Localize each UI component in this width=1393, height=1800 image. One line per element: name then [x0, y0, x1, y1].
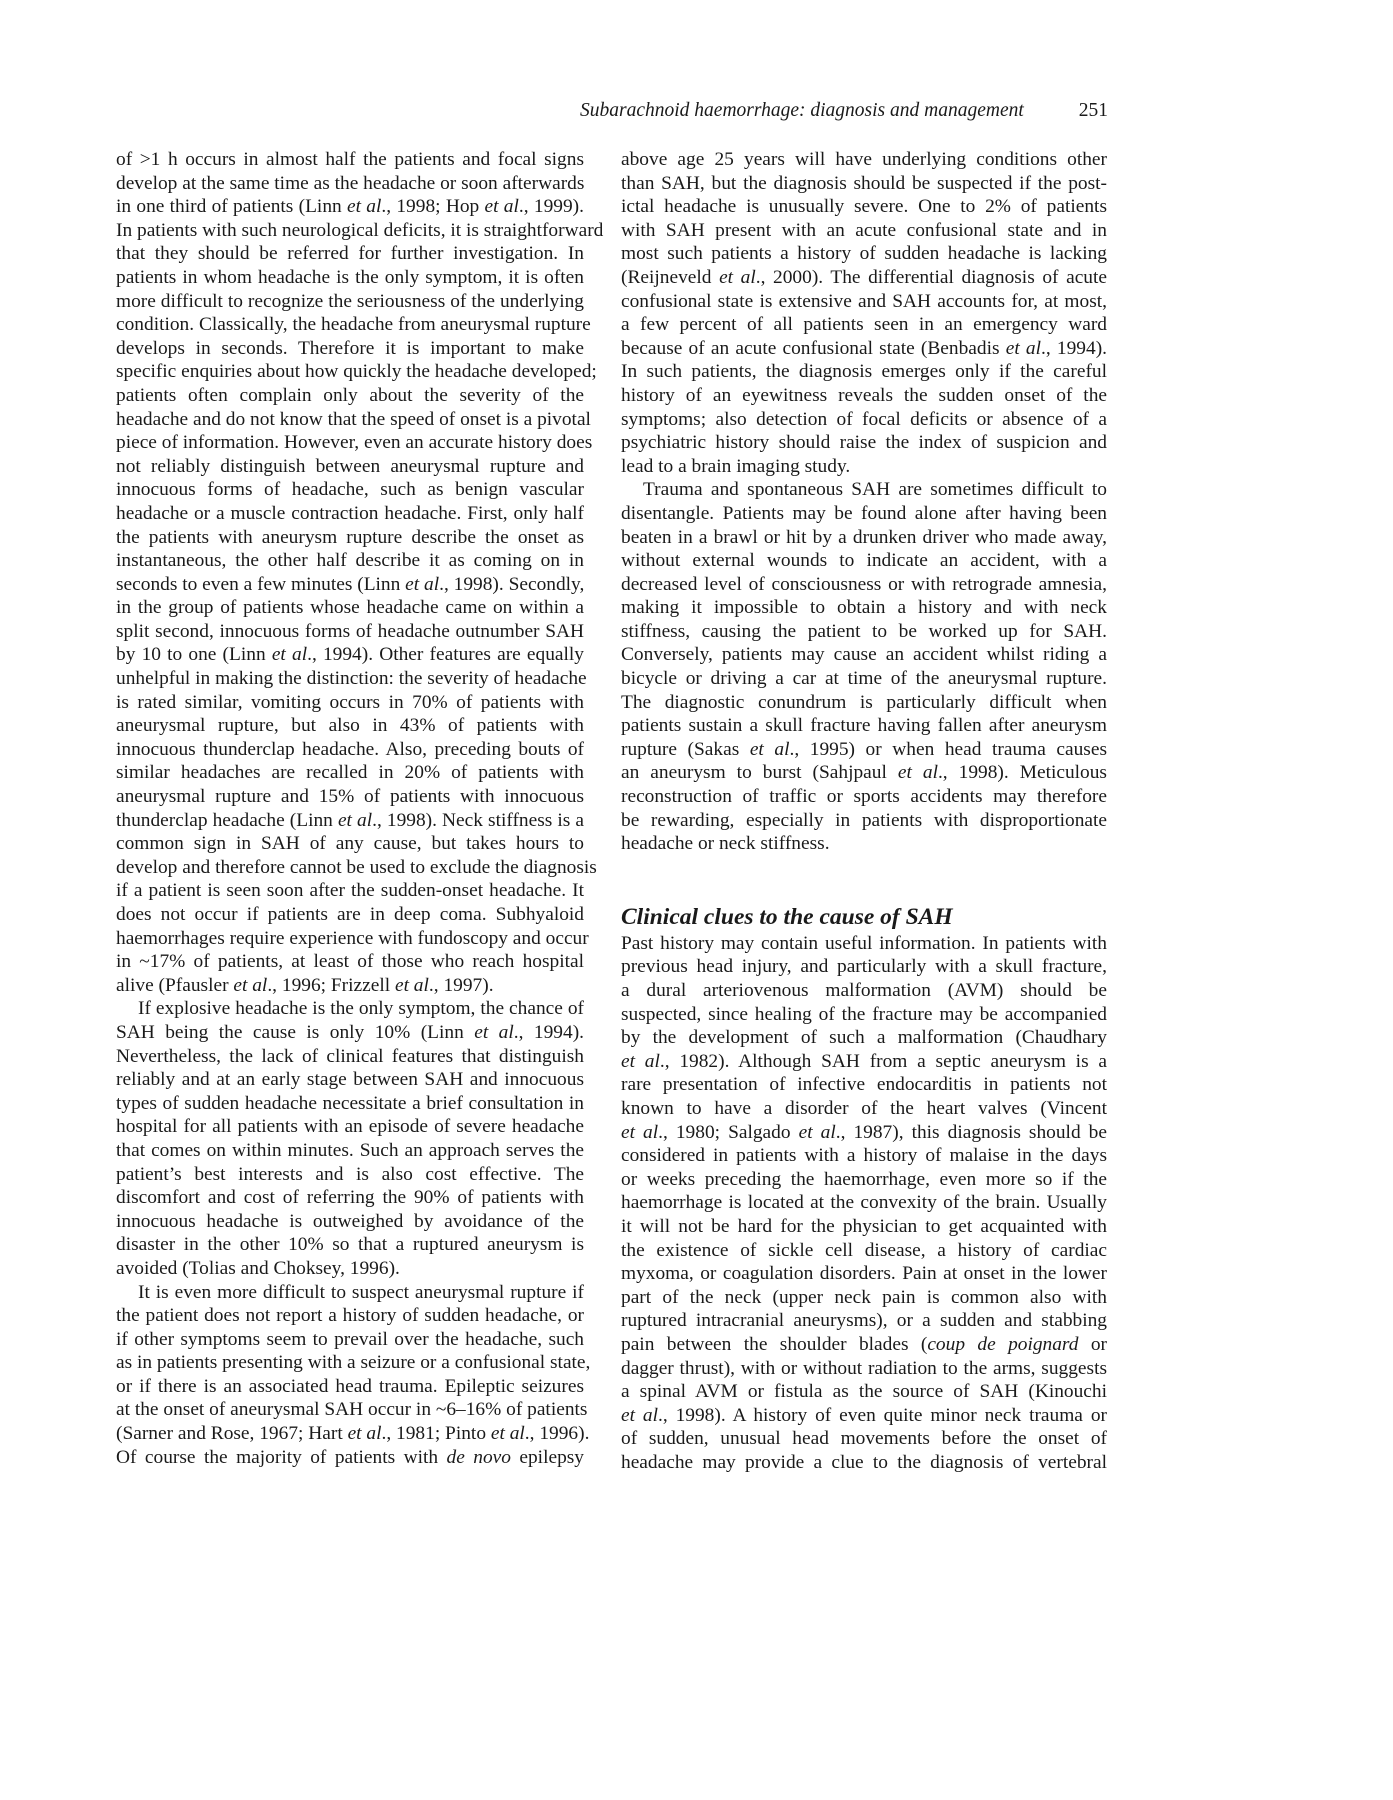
text-line: discomfort and cost of referring the 90% of patients with — [116, 1187, 584, 1209]
text-line: headache or a muscle contraction headache. First, only half — [116, 502, 584, 524]
text-line: if a patient is seen soon after the sudden-onset headache. It — [116, 880, 584, 902]
text-line: pain between the shoulder blades (coup de poignard or — [621, 1333, 1107, 1355]
text-line: unhelpful in making the distinction: the severity of headache — [116, 668, 587, 690]
text-line: similar headaches are recalled in 20% of patients with — [116, 762, 584, 784]
text-line: headache or neck stiffness. — [621, 833, 830, 855]
text-line: by 10 to one (Linn et al., 1994). Other features are equally — [116, 644, 585, 666]
section-heading: Clinical clues to the cause of SAH — [621, 903, 953, 930]
text-line: aneurysmal rupture, but also in 43% of patients with — [116, 715, 584, 737]
text-line: with SAH present with an acute confusional state and in — [621, 219, 1107, 241]
text-line: headache may provide a clue to the diagnosis of vertebral — [621, 1451, 1107, 1473]
text-line: rare presentation of infective endocarditis in patients not — [621, 1074, 1107, 1096]
text-line: SAH being the cause is only 10% (Linn et al., 1994). — [116, 1021, 584, 1043]
text-line: specific enquiries about how quickly the headache developed; — [116, 361, 597, 383]
running-head-title: Subarachnoid haemorrhage: diagnosis and management — [580, 100, 1024, 121]
text-line: or if there is an associated head trauma. Epileptic seizures — [116, 1375, 584, 1397]
page-number: 251 — [1078, 100, 1108, 121]
text-line: part of the neck (upper neck pain is common also with — [621, 1286, 1107, 1308]
text-line: The diagnostic conundrum is particularly difficult when — [621, 691, 1107, 713]
text-line: the patients with aneurysm rupture describe the onset as — [116, 526, 584, 548]
text-line: above age 25 years will have underlying conditions other — [621, 149, 1107, 170]
text-line: hospital for all patients with an episode of severe headache — [116, 1116, 584, 1138]
text-line: (Sarner and Rose, 1967; Hart et al., 1981; Pinto et al., 1996). — [116, 1423, 590, 1445]
text-line: It is even more difficult to suspect aneurysmal rupture if — [138, 1281, 584, 1303]
text-line: innocuous forms of headache, such as benign vascular — [116, 479, 584, 501]
text-line: (Reijneveld et al., 2000). The differential diagnosis of acute — [621, 266, 1107, 288]
text-line: Of course the majority of patients with de novo epilepsy — [116, 1446, 585, 1468]
text-line: at the onset of aneurysmal SAH occur in ~6–16% of patients — [116, 1399, 588, 1421]
text-line: the existence of sickle cell disease, a history of cardiac — [621, 1239, 1107, 1261]
text-line: headache and do not know that the speed of onset is a pivotal — [116, 408, 591, 430]
running-head — [580, 100, 1108, 128]
text-line: be rewarding, especially in patients with disproportionate — [621, 809, 1107, 831]
text-line: haemorrhage is located at the convexity of the brain. Usually — [621, 1192, 1107, 1214]
text-line: rupture (Sakas et al., 1995) or when head trauma causes — [621, 738, 1108, 760]
text-line: beaten in a brawl or hit by a drunken driver who made away, — [621, 526, 1107, 548]
text-line: by the development of such a malformation (Chaudhary — [621, 1027, 1107, 1049]
text-line: aneurysmal rupture and 15% of patients with innocuous — [116, 786, 584, 808]
text-line: considered in patients with a history of malaise in the days — [621, 1145, 1107, 1167]
text-line: a few percent of all patients seen in an emergency ward — [621, 314, 1107, 336]
text-line: disaster in the other 10% so that a ruptured aneurysm is — [116, 1234, 584, 1256]
left-column — [116, 148, 604, 1469]
text-line: an aneurysm to burst (Sahjpaul et al., 1998). Meticulous — [621, 762, 1107, 784]
text-line: disentangle. Patients may be found alone after having been — [621, 502, 1107, 524]
text-line: or weeks preceding the haemorrhage, even more so if the — [621, 1168, 1107, 1190]
text-line: Trauma and spontaneous SAH are sometimes difficult to — [643, 479, 1107, 501]
text-line: confusional state is extensive and SAH accounts for, at most, — [621, 290, 1107, 312]
text-line: bicycle or driving a car at time of the aneurysmal rupture. — [621, 668, 1107, 690]
text-line: piece of information. However, even an accurate history does — [116, 432, 593, 454]
text-line: reconstruction of traffic or sports accidents may therefore — [621, 786, 1107, 808]
text-line: et al., 1980; Salgado et al., 1987), this diagnosis should be — [621, 1121, 1107, 1143]
text-line: In such patients, the diagnosis emerges only if the careful — [621, 361, 1107, 383]
text-line: haemorrhages require experience with fundoscopy and occur — [116, 927, 589, 949]
text-line: the patient does not report a history of sudden headache, or — [116, 1305, 584, 1327]
text-line: patients often complain only about the severity of the — [116, 384, 584, 406]
text-line: as in patients presenting with a seizure or a confusional state, — [116, 1352, 591, 1374]
text-line: in ~17% of patients, at least of those who reach hospital — [116, 951, 584, 973]
text-line: of sudden, unusual head movements before the onset of — [621, 1428, 1107, 1450]
text-line: seconds to even a few minutes (Linn et al., 1998). Secondly, — [116, 573, 585, 595]
text-line: Nevertheless, the lack of clinical features that distinguish — [116, 1045, 584, 1067]
text-line: split second, innocuous forms of headache outnumber SAH — [116, 620, 584, 642]
right-column — [621, 148, 1107, 1474]
text-line: Conversely, patients may cause an accident whilst riding a — [621, 644, 1107, 666]
text-line: develop and therefore cannot be used to exclude the diagnosis — [116, 856, 597, 878]
text-line: making it impossible to obtain a history and with neck — [621, 597, 1107, 619]
text-line: Past history may contain useful information. In patients with — [621, 932, 1107, 954]
text-line: alive (Pfausler et al., 1996; Frizzell et al., 1997). — [116, 974, 494, 996]
text-line: reliably and at an early stage between SAH and innocuous — [116, 1069, 584, 1091]
text-line: more difficult to recognize the seriousness of the underlying — [116, 290, 584, 312]
text-line: decreased level of consciousness or with retrograde amnesia, — [621, 573, 1107, 595]
text-line: instantaneous, the other half describe it as coming on in — [116, 550, 584, 572]
text-line: stiffness, causing the patient to be worked up for SAH. — [621, 620, 1107, 642]
text-line: if other symptoms seem to prevail over the headache, such — [116, 1328, 584, 1350]
text-line: patient’s best interests and is also cost effective. The — [116, 1163, 584, 1185]
text-line: than SAH, but the diagnosis should be suspected if the post- — [621, 172, 1107, 194]
text-line: types of sudden headache necessitate a brief consultation in — [116, 1092, 584, 1114]
text-line: ictal headache is unusually severe. One to 2% of patients — [621, 196, 1107, 218]
text-line: history of an eyewitness reveals the sudden onset of the — [621, 384, 1107, 406]
text-line: innocuous headache is outweighed by avoidance of the — [116, 1210, 584, 1232]
text-line: innocuous thunderclap headache. Also, preceding bouts of — [116, 738, 584, 760]
text-line: because of an acute confusional state (Benbadis et al., 1994). — [621, 337, 1107, 359]
text-line: of >1 h occurs in almost half the patients and focal signs — [116, 149, 584, 170]
text-line: thunderclap headache (Linn et al., 1998). Neck stiffness is a — [116, 809, 584, 831]
text-line: common sign in SAH of any cause, but takes hours to — [116, 833, 584, 855]
text-line: that they should be referred for further investigation. In — [116, 243, 584, 265]
text-line: does not occur if patients are in deep coma. Subhyaloid — [116, 904, 584, 925]
text-line: in one third of patients (Linn et al., 1998; Hop et al., 1999). — [116, 196, 584, 218]
text-line: patients sustain a skull fracture having fallen after aneurysm — [621, 715, 1107, 737]
right-column-body-bottom — [621, 932, 1107, 1475]
text-line: develop at the same time as the headache or soon afterwards — [116, 172, 585, 194]
text-line: et al., 1982). Although SAH from a septic aneurysm is a — [621, 1050, 1107, 1072]
right-column-body-top — [621, 148, 1107, 856]
text-line: a spinal AVM or fistula as the source of SAH (Kinouchi — [621, 1381, 1107, 1403]
text-line: condition. Classically, the headache from aneurysmal rupture — [116, 314, 591, 336]
text-line: previous head injury, and particularly with a skull fracture, — [621, 956, 1107, 978]
text-line: psychiatric history should raise the index of suspicion and — [621, 432, 1107, 454]
text-line: lead to a brain imaging study. — [621, 455, 851, 477]
text-line: suspected, since healing of the fracture may be accompanied — [621, 1003, 1107, 1025]
text-line: avoided (Tolias and Choksey, 1996). — [116, 1257, 400, 1279]
text-line: not reliably distinguish between aneurysmal rupture and — [116, 455, 584, 477]
text-line: develops in seconds. Therefore it is important to make — [116, 337, 584, 359]
text-line: patients in whom headache is the only symptom, it is often — [116, 266, 584, 288]
text-line: is rated similar, vomiting occurs in 70% of patients with — [116, 691, 584, 713]
text-line: myxoma, or coagulation disorders. Pain at onset in the lower — [621, 1263, 1107, 1285]
text-line: In patients with such neurological deficits, it is straightforward — [116, 219, 604, 241]
text-line: that comes on within minutes. Such an approach serves the — [116, 1139, 584, 1161]
text-line: et al., 1998). A history of even quite minor neck trauma or — [621, 1404, 1107, 1426]
text-line: symptoms; also detection of focal deficits or absence of a — [621, 408, 1107, 430]
text-line: If explosive headache is the only symptom, the chance of — [138, 998, 584, 1020]
text-line: in the group of patients whose headache came on within a — [116, 597, 584, 619]
text-line: dagger thrust), with or without radiation to the arms, suggests — [621, 1357, 1107, 1379]
text-line: most such patients a history of sudden headache is lacking — [621, 243, 1107, 265]
text-line: a dural arteriovenous malformation (AVM) should be — [621, 980, 1107, 1001]
text-line: it will not be hard for the physician to get acquainted with — [621, 1215, 1107, 1237]
text-line: ruptured intracranial aneurysms), or a sudden and stabbing — [621, 1310, 1107, 1332]
text-line: known to have a disorder of the heart valves (Vincent — [621, 1097, 1107, 1119]
text-line: without external wounds to indicate an accident, with a — [621, 550, 1107, 572]
